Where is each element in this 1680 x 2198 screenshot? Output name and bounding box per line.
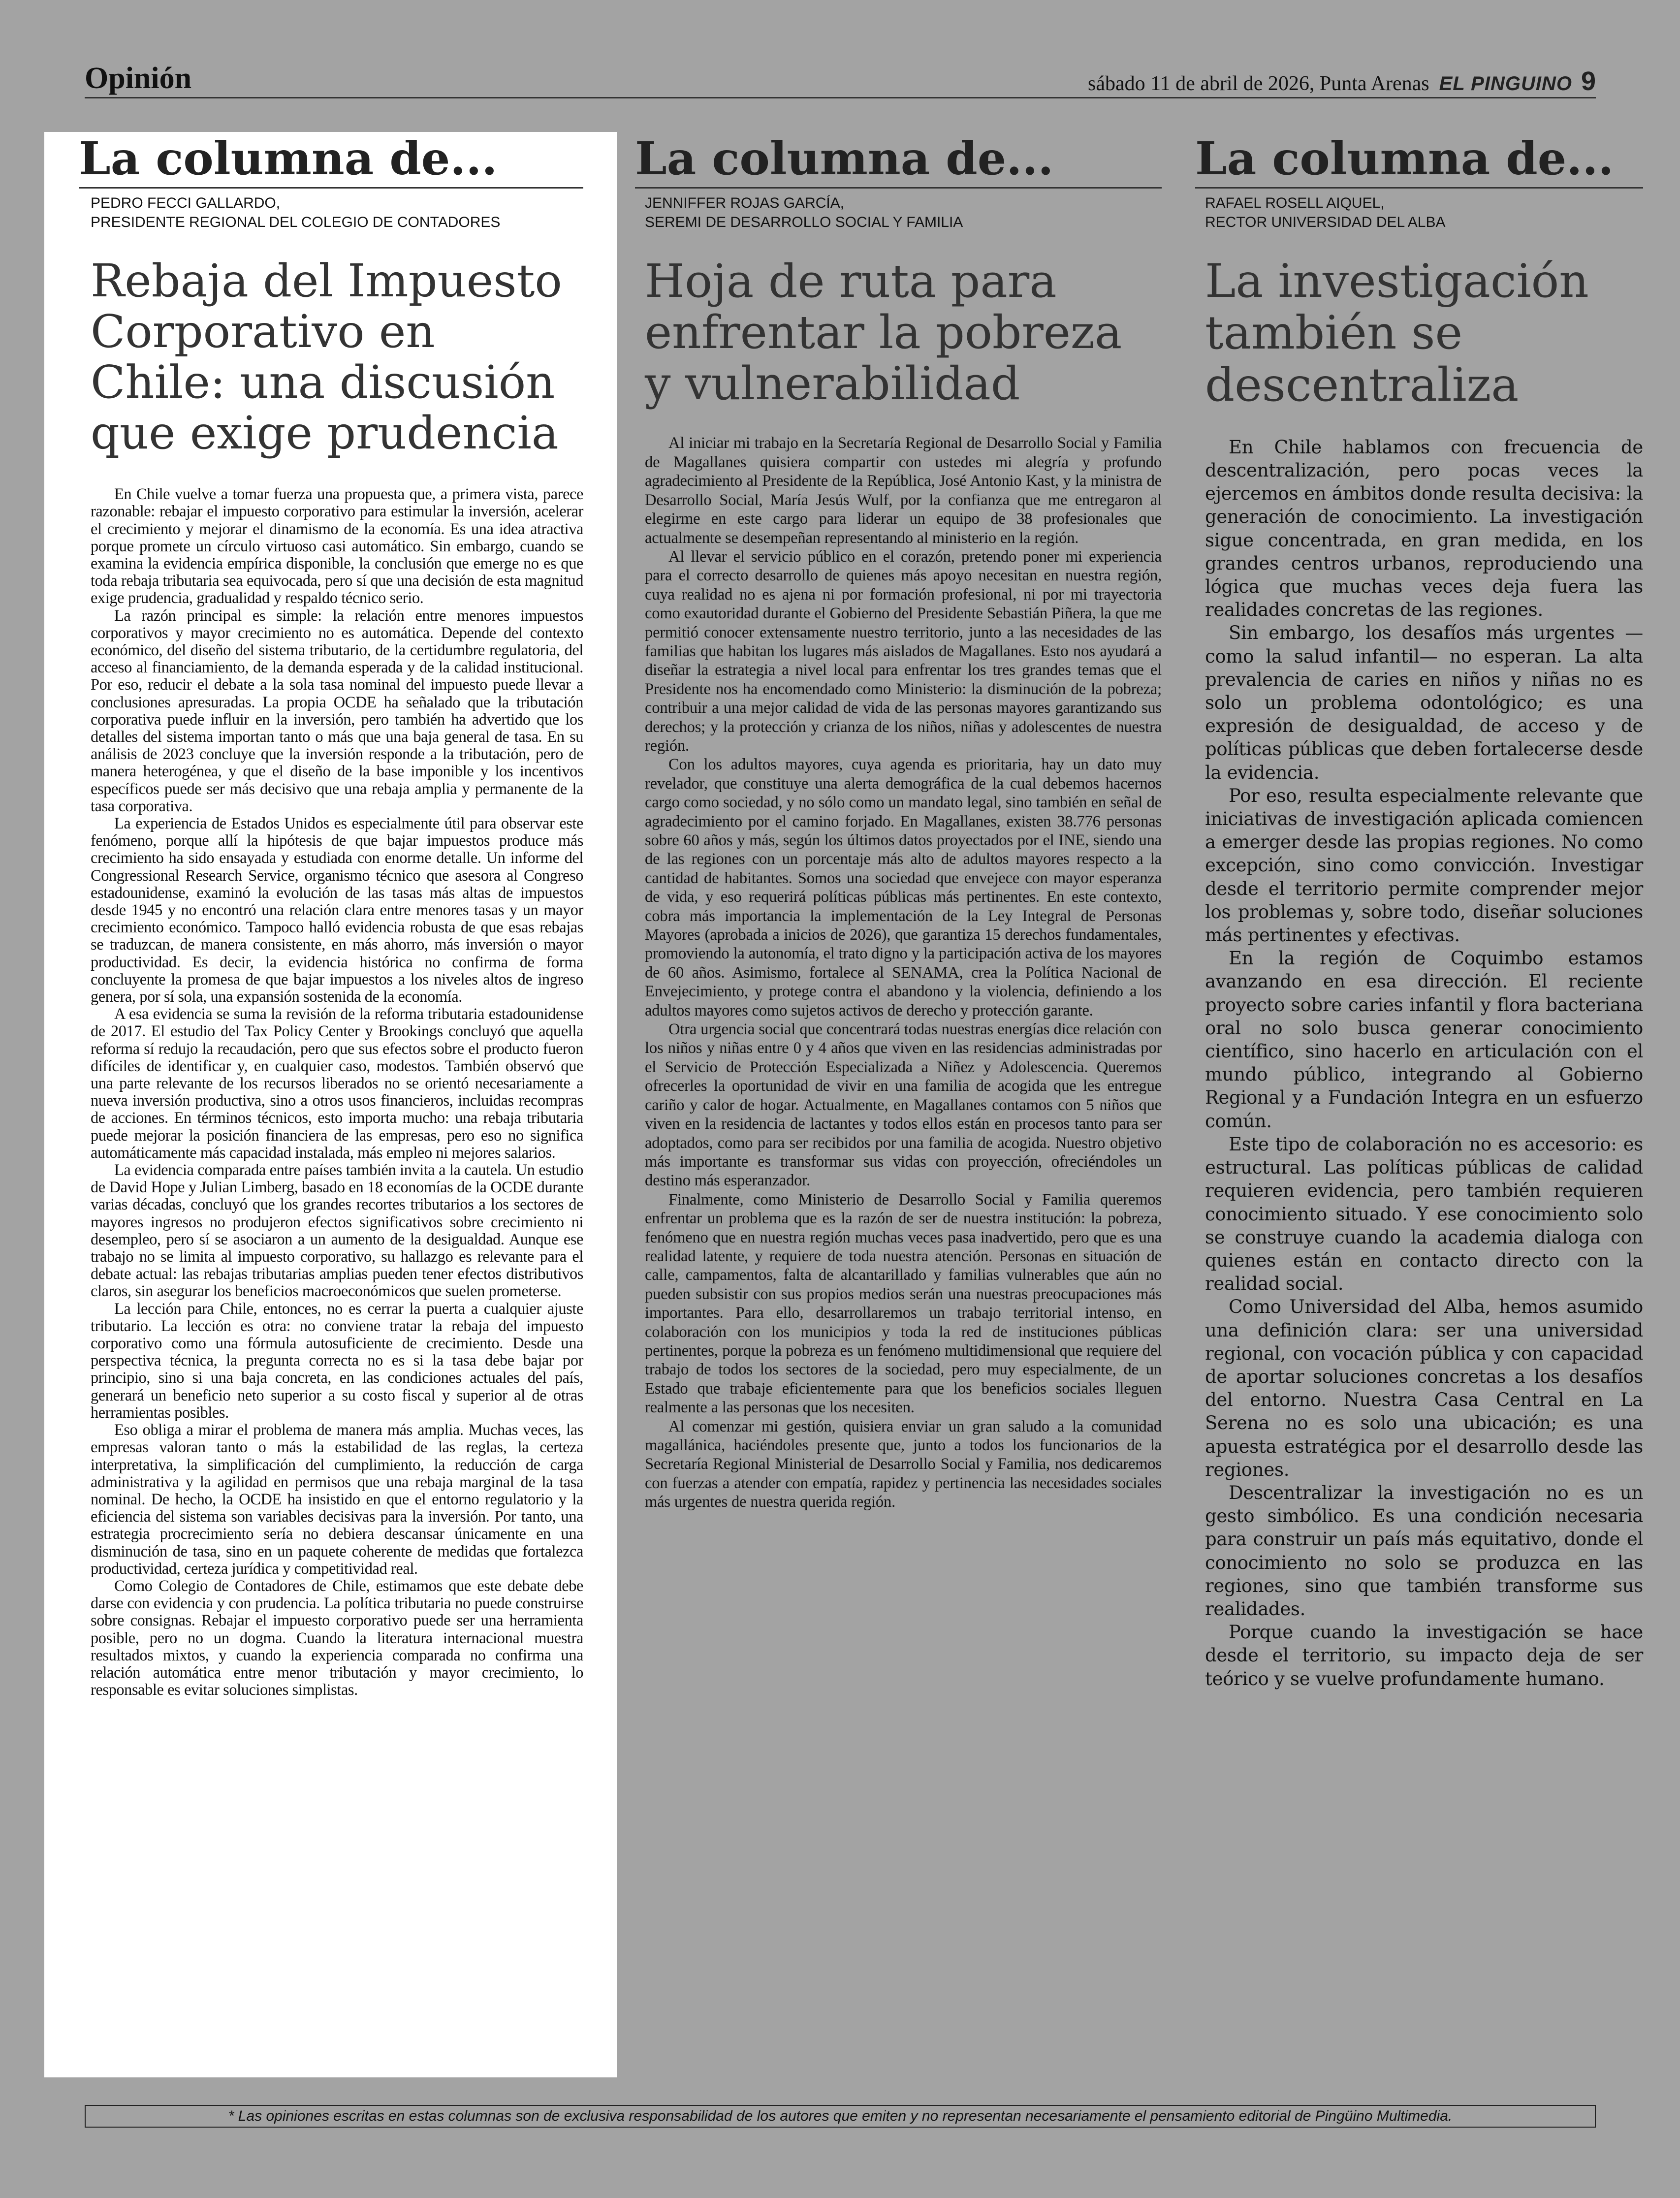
- paragraph: En la región de Coquimbo estamos avanzando en esa dirección. El reciente proyecto sobre caries infantil y flora bacteriana oral no solo busca generar conocimiento científico, sino hacerlo en articulación con el mundo público, integrando al Gobierno Regional y a Fundación Integra en un esfuerzo común.: [1205, 948, 1643, 1132]
- opinion-column-3: [1195, 132, 1653, 1690]
- paragraph: Al iniciar mi trabajo en la Secretaría Regional de Desarrollo Social y Familia de Magallanes quisiera compartir con ustedes mi alegría y profundo agradecimiento al Presidente de la República, José Antonio Kast, y la ministra de Desarrollo Social, María Jesús Wulf, por la confianza que me entregaron al elegirme en este cargo para liderar un equipo de 38 profesionales que actualmente se desempeñan representando al ministerio en la región.: [645, 434, 1162, 547]
- paragraph: Este tipo de colaboración no es accesorio: es estructural. Las políticas públicas de calidad requieren evidencia, pero también requieren conocimiento situado. Y ese conocimiento solo se construye cuando la academia dialoga con quienes están en contacto directo con la realidad social.: [1205, 1133, 1643, 1295]
- editorial-disclaimer: * Las opiniones escritas en estas columnas son de exclusiva responsabilidad de los autores que emiten y no representan necesariamente el pensamiento editorial de Pingüino Multimedia.: [85, 2105, 1596, 2128]
- paragraph: Por eso, resulta especialmente relevante que iniciativas de investigación aplicada comiencen a emerger desde las propias regiones. No como excepción, sino como convicción. Investigar desde el territorio permite comprender mejor los problemas y, sobre todo, diseñar soluciones más pertinentes y efectivas.: [1205, 785, 1643, 946]
- author-byline: [1205, 193, 1643, 232]
- article-body: [91, 486, 583, 1699]
- paragraph: La razón principal es simple: la relación entre menores impuestos corporativos y mayor crecimiento no es automática. Depende del contexto económico, del diseño del sistema tributario, de la certidumbre regulatoria, del acceso al financiamiento, de la demanda esperada y de la calidad institucional. Por eso, reducir el debate a la sola tasa nominal del impuesto puede llevar a conclusiones apresuradas. La propia OCDE ha señalado que la tributación corporativa puede influir en la inversión, pero también ha advertido que los detalles del sistema importan tanto o más que una baja general de tasa. En su análisis de 2023 concluye que la inversión responde a la tributación, pero de manera heterogénea, y que el diseño de la base imponible y los incentivos específicos puede ser más decisivo que una rebaja amplia y permanente de la tasa corporativa.: [91, 606, 583, 815]
- column-label: La columna de...: [635, 132, 1162, 189]
- paragraph: La experiencia de Estados Unidos es especialmente útil para observar este fenómeno, porque allí la hipótesis de que bajar impuestos produce más crecimiento ha sido ensayada y estudiada con enorme detalle. Un informe del Congressional Research Service, organismo técnico que asesora al Congreso estadounidense, examinó la evolución de las tasas más altas de impuestos desde 1945 y no encontró una relación clara entre menores tasas y un mayor crecimiento económico. Tampoco halló evidencia robusta de que esas rebajas se traduzcan, de manera consistente, en más ahorro, más inversión o mayor productividad. Es decir, la evidencia histórica no confirma de forma concluyente la promesa de que bajar impuestos a los niveles altos de ingreso genera, por sí sola, una expansión sostenida de la economía.: [91, 814, 583, 1006]
- paragraph: Descentralizar la investigación no es un gesto simbólico. Es una condición necesaria para construir un país más equitativo, donde el conocimiento no solo se produzca en las regiones, sino que también transforme sus realidades.: [1205, 1482, 1643, 1620]
- author-role: RECTOR UNIVERSIDAD DEL ALBA: [1205, 214, 1446, 230]
- paragraph: En Chile hablamos con frecuencia de descentralización, pero pocas veces la ejercemos en ámbitos donde resulta decisiva: la generación de conocimiento. La investigación sigue concentrada, en gran medida, en los grandes centros urbanos, reproduciendo una lógica que muchas veces deja fuera las realidades concretas de las regiones.: [1205, 436, 1643, 621]
- column-label: La columna de...: [79, 132, 583, 189]
- opinion-column-2: [635, 132, 1176, 1512]
- author-role: SEREMI DE DESARROLLO SOCIAL Y FAMILIA: [645, 214, 963, 230]
- paragraph: Porque cuando la investigación se hace desde el territorio, su impacto deja de ser teórico y se vuelve profundamente humano.: [1205, 1622, 1643, 1689]
- author-role: PRESIDENTE REGIONAL DEL COLEGIO DE CONTADORES: [91, 214, 501, 230]
- article-body: [1205, 436, 1643, 1690]
- paragraph: Al comenzar mi gestión, quisiera enviar un gran saludo a la comunidad magallánica, haciéndoles presente que, junto a todos los funcionarios de la Secretaría Regional Ministerial de Desarrollo Social y Familia, nos dedicaremos con fuerzas a atender con empatía, rapidez y pertinencia las necesidades sociales más urgentes de nuestra querida región.: [645, 1417, 1162, 1511]
- article-headline: La investigación también se descentraliza: [1205, 255, 1589, 412]
- page-header: [85, 59, 1596, 98]
- paragraph: Sin embargo, los desafíos más urgentes —como la salud infantil— no esperan. La alta prevalencia de caries en niños y niñas no es solo un problema odontológico; es una expresión de desigualdad, de acceso y de políticas públicas que deben fortalecerse desde la evidencia.: [1205, 622, 1643, 783]
- article-headline: Hoja de ruta para enfrentar la pobreza y vulnerabilidad: [645, 255, 1122, 411]
- paragraph: La evidencia comparada entre países también invita a la cautela. Un estudio de David Hope y Julian Limberg, basado en 18 economías de la OCDE durante varias décadas, concluyó que los grandes recortes tributarios a los sectores de mayores ingresos no produjeron efectos significativos sobre crecimiento ni desempleo, pero sí se asociaron a un aumento de la desigualdad. Aunque ese trabajo no se limita al impuesto corporativo, su hallazgo es relevante para el debate actual: las rebajas tributarias amplias pueden tener efectos distributivos claros, sin asegurar los beneficios macroeconómicos que suelen prometerse.: [91, 1161, 583, 1301]
- paragraph: Como Colegio de Contadores de Chile, estimamos que este debate debe darse con evidencia y con prudencia. La política tributaria no puede construirse sobre consignas. Rebajar el impuesto corporativo puede ser una herramienta posible, pero no un dogma. Cuando la literatura internacional muestra resultados mixtos, y cuando la experiencia comparada no confirma una relación automática entre menor tributación y mayor crecimiento, lo responsable es evitar soluciones simplistas.: [91, 1577, 583, 1699]
- author-byline: [645, 193, 1162, 232]
- column-label: La columna de...: [1195, 132, 1643, 189]
- author-name: PEDRO FECCI GALLARDO,: [91, 195, 281, 211]
- paragraph: Como Universidad del Alba, hemos asumido una definición clara: ser una universidad regional, con vocación pública y con capacidad de aportar soluciones concretas a los desafíos del entorno. Nuestra Casa Central en La Serena no es solo una ubicación; es una apuesta estratégica por el desarrollo desde las regiones.: [1205, 1296, 1643, 1480]
- paragraph: La lección para Chile, entonces, no es cerrar la puerta a cualquier ajuste tributario. La lección es otra: no conviene tratar la rebaja del impuesto corporativo como una fórmula autosuficiente de crecimiento. Desde una perspectiva técnica, la pregunta correcta no es si la tasa debe bajar por principio, sino si una baja concreta, en las condiciones actuales del país, generará un beneficio neto superior a su costo fiscal y superior al de otras herramientas posibles.: [91, 1300, 583, 1422]
- header-meta: [1088, 66, 1596, 96]
- paragraph: A esa evidencia se suma la revisión de la reforma tributaria estadounidense de 2017. El estudio del Tax Policy Center y Brookings concluyó que aquella reforma sí redujo la recaudación, pero que sus efectos sobre el producto fueron difíciles de identificar y, en cualquier caso, modestos. También observó que una parte relevante de los recursos liberados no se orientó necesariamente a nueva inversión productiva, sino a otros usos financieros, incluidas recompras de acciones. En términos técnicos, esto importa mucho: una rebaja tributaria puede mejorar la posición financiera de las empresas, pero eso no significa automáticamente más capacidad instalada, más empleo ni mejores salarios.: [91, 1005, 583, 1162]
- paragraph: Al llevar el servicio público en el corazón, pretendo poner mi experiencia para el correcto desarrollo de quienes más apoyo necesitan en nuestra región, cuya realidad no es ajena ni por formación profesional, ni por mi trayectoria como exautoridad durante el Gobierno del Presidente Sebastián Piñera, la que me permitió conocer extensamente nuestro territorio, junto a las necesidades de las familias que habitan los lugares más aislados de Magallanes. Esto nos ayudará a diseñar la estrategia a nivel local para enfrentar los tres grandes temas que el Presidente nos ha encomendado como Ministerio: la disminución de la pobreza; contribuir a una mejor calidad de vida de las personas mayores garantizando sus derechos; y la protección y crianza de los niños, niñas y adolescentes de nuestra región.: [645, 547, 1162, 755]
- paragraph: Con los adultos mayores, cuya agenda es prioritaria, hay un dato muy revelador, que constituye una alerta demográfica de la cual debemos hacernos cargo como sociedad, y no sólo como un mandato legal, sino también en señal de agradecimiento por el camino forjado. En Magallanes, existen 38.776 personas sobre 60 años y más, según los últimos datos proyectados por el INE, siendo una de las regiones con un porcentaje más alto de adultos mayores respecto a la cantidad de habitantes. Somos una sociedad que envejece con mayor esperanza de vida, y eso requerirá políticas públicas más pertinentes. En este contexto, cobra más importancia la implementación de la Ley Integral de Personas Mayores (aprobada a inicios de 2026), que garantiza 15 derechos fundamentales, promoviendo la autonomía, el trato digno y la participación activa de los mayores de 60 años. Asimismo, fortalece al SENAMA, crea la Política Nacional de Envejecimiento, y protege contra el abandono y la violencia, definiendo a los adultos mayores como sujetos activos de derecho y protección garante.: [645, 756, 1162, 1019]
- paragraph: Otra urgencia social que concentrará todas nuestras energías dice relación con los niños y niñas entre 0 y 4 años que viven en las residencias administradas por el Servicio de Protección Especializada a Niñez y Adolescencia. Queremos ofrecerles la oportunidad de vivir en una familia de acogida que les entregue cariño y calor de hogar. Actualmente, en Magallanes contamos con 5 niños que viven en la residencia de lactantes y todos ellos están en procesos tanto para ser adoptados, como para ser recibidos por una familia de acogida. Nuestro objetivo más importante es transformar sus vidas con proyección, ofreciéndoles un destino más esperanzador.: [645, 1020, 1162, 1190]
- paragraph: Finalmente, como Ministerio de Desarrollo Social y Familia queremos enfrentar un problema que es la razón de ser de nuestra institución: la pobreza, fenómeno que en nuestra región muchas veces pasa inadvertido, pero que es una realidad latente, y requiere de toda nuestra atención. Personas en situación de calle, campamentos, falta de alcantarillado y familias vulnerables que aún no pueden subsistir con sus propios medios serán una nuestras preocupaciones más importantes. Para ello, desarrollaremos un trabajo territorial intenso, en colaboración con los municipios y toda la red de instituciones públicas pertinentes, porque la pobreza es un fenómeno multidimensional que requiere del trabajo de todos los sectores de la sociedad, pero muy especialmente, de un Estado que trabaje eficientemente para que los beneficios sociales lleguen realmente a las personas que los necesiten.: [645, 1190, 1162, 1417]
- article-body: [645, 434, 1162, 1511]
- opinion-column-1: [44, 132, 617, 2077]
- author-name: RAFAEL ROSELL AIQUEL,: [1205, 195, 1385, 211]
- article-headline: Rebaja del Impuesto Corporativo en Chile: una discusión que exige prudencia: [91, 255, 562, 460]
- paragraph: Eso obliga a mirar el problema de manera más amplia. Muchas veces, las empresas valoran tanto o más la estabilidad de las reglas, la certeza interpretativa, la simplificación del cumplimiento, la reducción de carga administrativa y la agilidad en permisos que una rebaja marginal de la tasa nominal. De hecho, la OCDE ha insistido en que el entorno regulatorio y la eficiencia del sistema son variables decisivas para la inversión. Por tanto, una estrategia procrecimiento sería no debiera descansar únicamente en una disminución de tasa, sino en un paquete coherente de medidas que fortalezca productividad, certeza jurídica y competitividad real.: [91, 1421, 583, 1578]
- header-date: sábado 11 de abril de 2026, Punta Arenas: [1088, 72, 1429, 95]
- author-name: JENNIFFER ROJAS GARCÍA,: [645, 195, 845, 211]
- paragraph: En Chile vuelve a tomar fuerza una propuesta que, a primera vista, parece razonable: rebajar el impuesto corporativo para estimular la inversión, acelerar el crecimiento y mejorar el dinamismo de la economía. Es una idea atractiva porque promete un círculo virtuoso casi automático. Sin embargo, cuando se examina la evidencia empírica disponible, la conclusión que emerge no es que toda rebaja tributaria sea equivocada, pero sí que una decisión de esta magnitud exige prudencia, gradualidad y respaldo técnico serio.: [91, 485, 583, 607]
- section-name: Opinión: [85, 62, 192, 95]
- author-byline: [91, 193, 583, 232]
- page-number: 9: [1581, 66, 1596, 96]
- newspaper-brand: EL PINGUINO: [1439, 73, 1572, 95]
